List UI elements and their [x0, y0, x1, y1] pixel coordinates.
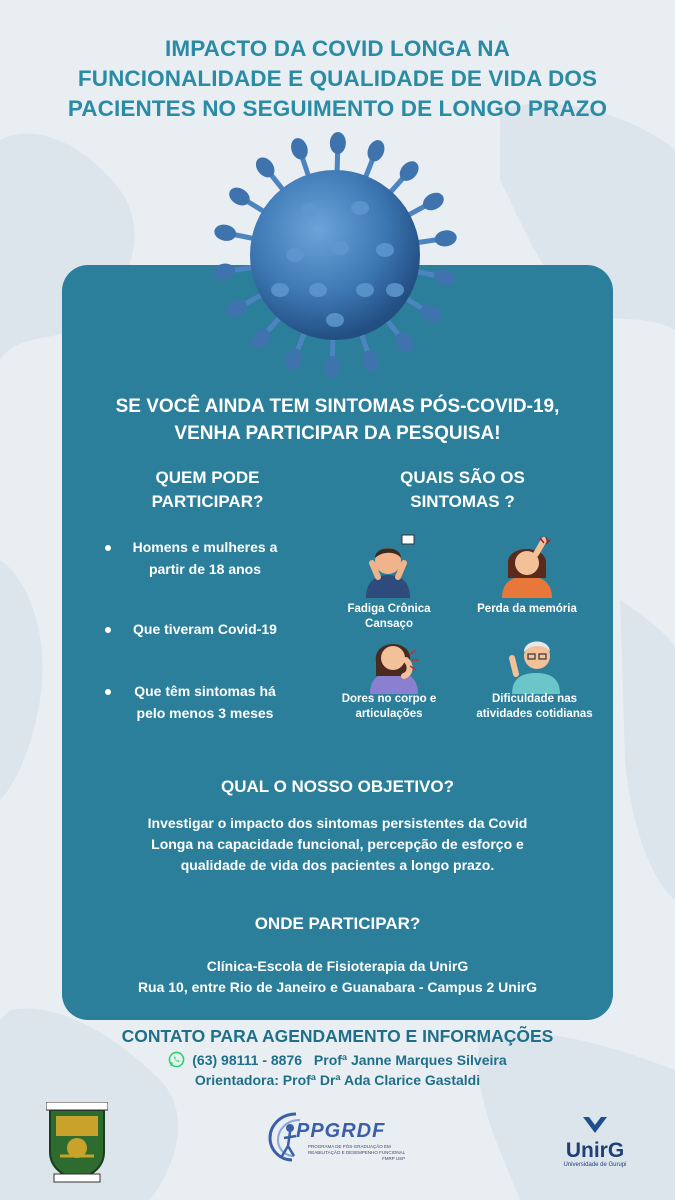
- where-heading: ONDE PARTICIPAR?: [254, 914, 421, 933]
- symptom-caption: Fadiga Crônica Cansaço: [347, 603, 431, 630]
- researcher-name: Profª Janne Marques Silveira: [313, 1052, 507, 1068]
- unirg-subtitle: Universidade de Gurupi: [563, 1162, 627, 1168]
- symptoms-heading: QUAIS SÃO OS SINTOMAS ?: [400, 468, 525, 511]
- neck-pain-person-icon: [364, 630, 424, 694]
- advisor-name: Orientadora: Profª Drª Ada Clarice Gastaldi: [194, 1072, 481, 1088]
- unirg-logo: [555, 1115, 635, 1175]
- contact-heading: CONTATO PARA AGENDAMENTO E INFORMAÇÕES: [121, 1026, 554, 1046]
- list-item: Que tiveram Covid-19: [133, 621, 277, 637]
- objective-text: Investigar o impacto dos sintomas persistentes da Covid Longa na capacidade funcional, percepção de esforço e qualidade de vida dos pacientes a longo prazo.: [147, 815, 528, 873]
- list-item: Homens e mulheres a partir de 18 anos: [132, 539, 278, 577]
- objective-heading: QUAL O NOSSO OBJETIVO?: [221, 777, 454, 796]
- who-heading: QUEM PODE PARTICIPAR?: [151, 468, 264, 511]
- phone-number[interactable]: (63) 98111 - 8876: [192, 1052, 303, 1068]
- unirg-name: UnirG: [565, 1139, 625, 1162]
- tired-person-icon: [358, 533, 418, 598]
- ppgrdf-name: PPGRDF: [296, 1120, 386, 1142]
- symptom-caption: Perda da memória: [477, 603, 577, 615]
- symptom-caption: Dores no corpo e articulações: [341, 693, 437, 720]
- where-text: Clínica-Escola de Fisioterapia da UnirG Rua 10, entre Rio de Janeiro e Guanabara - Campus 2 UnirG: [137, 958, 538, 995]
- symptom-caption: Dificuldade nas atividades cotidianas: [476, 693, 593, 720]
- list-item: Que têm sintomas há pelo menos 3 meses: [134, 683, 276, 721]
- unirg-emblem-icon: [581, 1115, 609, 1135]
- ppgrdf-logo: [266, 1110, 416, 1170]
- poster-title: IMPACTO DA COVID LONGA NA FUNCIONALIDADE E QUALIDADE DE VIDA DOS PACIENTES NO SEGUIMENTO DE LONGO PRAZO: [67, 36, 608, 121]
- elderly-person-icon: [506, 628, 562, 694]
- coronavirus-icon: [200, 130, 470, 380]
- contact-phone-line: [0, 1050, 675, 1070]
- ppgrdf-subtitle: PROGRAMA DE PÓS-GRADUAÇÃO EM REABILITAÇÃO E DESEMPENHO FUNCIONAL FMRP USP: [308, 1144, 406, 1161]
- call-to-action: SE VOCÊ AINDA TEM SINTOMAS PÓS-COVID-19, VENHA PARTICIPAR DA PESQUISA!: [115, 396, 560, 444]
- whatsapp-icon: [168, 1051, 185, 1068]
- faculty-crest-logo: [46, 1102, 108, 1184]
- forgetful-person-icon: [496, 534, 558, 598]
